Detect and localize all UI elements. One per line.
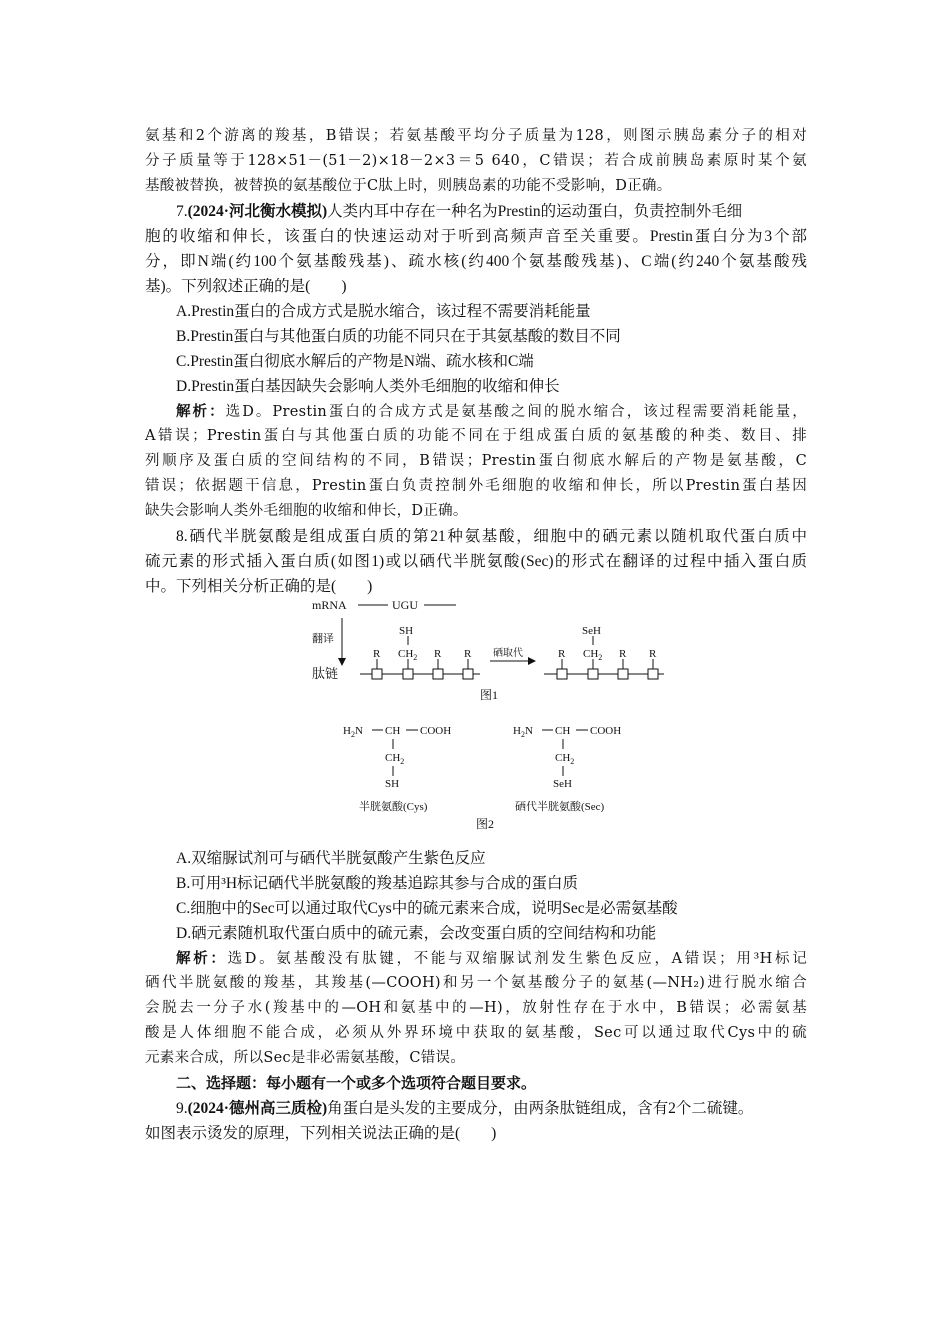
analysis-line: 酸是人体细胞不能合成，必须从外界环境中获取的氨基酸，Sec可以通过取代Cys中的硫	[145, 1025, 807, 1041]
question-text: 角蛋白是头发的主要成分，由两条肽链组成，含有2个二硫键。	[327, 1100, 754, 1117]
figure-2	[335, 718, 655, 840]
cysteine-structure	[343, 725, 451, 813]
text-line: 分，即N端(约100个氨基酸残基)、疏水核(约400个氨基酸残基)、C端(约240个氨基酸残	[145, 253, 807, 270]
amino-acid-box	[433, 669, 443, 679]
text-line: 如图表示烫发的原理，下列相关说法正确的是( )	[145, 1125, 497, 1142]
codon-label: UGU	[392, 598, 418, 612]
cys-name: 半胱氨酸(Cys)	[359, 801, 428, 813]
amino-acid-box	[557, 669, 567, 679]
r-group-label: R	[464, 648, 472, 660]
selenocysteine-structure	[513, 725, 621, 813]
question-source: (2024·河北衡水模拟)	[187, 203, 328, 220]
text-line: 中。下列相关分析正确的是( )	[145, 578, 373, 595]
text-line: 基)。下列叙述正确的是( )	[145, 278, 347, 295]
r-group-label: R	[649, 648, 657, 660]
question-7-stem-line	[145, 199, 807, 224]
r-group-label: R	[373, 648, 381, 660]
analysis-line: 会脱去一分子水(羧基中的—OH和氨基中的—H)，放射性存在于水中，B错误；必需氨基	[145, 1000, 807, 1016]
amino-acid-box	[648, 669, 658, 679]
option-b: B.可用³H标记硒代半胱氨酸的羧基追踪其参与合成的蛋白质	[176, 875, 579, 892]
option-d: D.Prestin蛋白基因缺失会影响人类外毛细胞的收缩和伸长	[176, 378, 560, 395]
sec-name: 硒代半胱氨酸(Sec)	[515, 801, 605, 813]
amino-acid-box	[588, 669, 598, 679]
ch2-label: $CH_2$	[385, 752, 405, 766]
analysis-line: 元素来合成，所以Sec是非必需氨基酸，C错误。	[145, 1050, 466, 1066]
question-number: 9.	[176, 1100, 188, 1117]
ch-label: CH	[385, 725, 401, 737]
amino-acid-box	[403, 669, 413, 679]
text-line: 胞的收缩和伸长，该蛋白的快速运动对于听到高频声音至关重要。Prestin蛋白分为3个部	[145, 228, 807, 245]
peptide-label: 肽链	[312, 666, 339, 681]
analysis-line: 缺失会影响人类外毛细胞的收缩和伸长，D正确。	[145, 503, 468, 519]
peptide-chain-before	[360, 625, 480, 679]
seh-label: SeH	[582, 625, 601, 637]
question-8-analysis	[145, 946, 807, 1071]
option-d: D.硒元素随机取代蛋白质中的硫元素，会改变蛋白质的空间结构和功能	[176, 925, 657, 942]
analysis-line: 错误；依据题干信息，Prestin蛋白负责控制外毛细胞的收缩和伸长，所以Prestin蛋白基因	[145, 478, 807, 494]
analysis-line: 列顺序及蛋白质的空间结构的不同，B错误；Prestin蛋白彻底水解后的产物是氨基酸，C	[145, 453, 807, 469]
replace-label: 硒取代	[493, 648, 523, 659]
text-line: 8.硒代半胱氨酸是组成蛋白质的第21种氨基酸，细胞中的硒元素以随机取代蛋白质中	[176, 528, 807, 545]
amino-acid-box	[372, 669, 382, 679]
question-7	[145, 199, 807, 399]
amino-acid-box	[618, 669, 628, 679]
analysis-label: 解析：	[176, 950, 228, 967]
option-c: C.Prestin蛋白彻底水解后的产物是N端、疏水核和C端	[176, 353, 534, 370]
text-line: 硫元素的形式插入蛋白质(如图1)或以硒代半胱氨酸(Sec)的形式在翻译的过程中插入蛋白质	[145, 553, 807, 570]
option-a: A.Prestin蛋白的合成方式是脱水缩合，该过程不需要消耗能量	[176, 303, 591, 320]
peptide-chain-after	[544, 625, 664, 679]
mrna-label: mRNA	[312, 598, 347, 612]
text-line: 基酸被替换，被替换的氨基酸位于C肽上时，则胰岛素的功能不受影响，D正确。	[145, 178, 672, 194]
analysis-line	[145, 946, 807, 971]
figure-1-caption: 图1	[480, 688, 499, 702]
analysis-label: 解析：	[176, 403, 226, 420]
r-group-label: R	[434, 648, 442, 660]
amino-group-label: $H_2N$	[343, 725, 363, 739]
analysis-line: A错误；Prestin蛋白与其他蛋白质的功能不同在于组成蛋白质的氨基酸的种类、数目、排	[145, 428, 807, 444]
figure-1	[300, 592, 680, 710]
question-9	[145, 1096, 807, 1146]
ch2-label: $CH_2$	[555, 752, 575, 766]
text-line: 分子质量等于128×51－(51－2)×18－2×3＝5 640，C错误；若合成前胰岛素原时某个氨	[145, 153, 807, 169]
option-a: A.双缩脲试剂可与硒代半胱氨酸产生紫色反应	[176, 850, 486, 867]
seh-label: SeH	[553, 778, 572, 790]
carboxyl-label: COOH	[420, 725, 452, 737]
figure-2-caption: 图2	[476, 817, 495, 831]
sh-label: SH	[385, 778, 400, 790]
analysis-text: 选D。氨基酸没有肽键，不能与双缩脲试剂发生紫色反应，A错误；用³H标记	[227, 951, 807, 967]
r-group-label: R	[558, 648, 566, 660]
question-9-stem-line	[145, 1096, 807, 1121]
question-number: 7.	[176, 203, 188, 220]
prev-analysis-continuation	[145, 124, 807, 199]
question-text: 人类内耳中存在一种名为Prestin的运动蛋白，负责控制外毛细	[327, 203, 743, 220]
text-line: 氨基和2个游离的羧基，B错误；若氨基酸平均分子质量为128，则图示胰岛素分子的相对	[145, 128, 807, 144]
arrowhead	[528, 657, 536, 665]
analysis-text: 选D。Prestin蛋白的合成方式是氨基酸之间的脱水缩合，该过程需要消耗能量，	[225, 404, 807, 420]
analysis-line	[145, 399, 807, 424]
translate-label: 翻译	[312, 633, 334, 645]
r-group-label: R	[619, 648, 627, 660]
ch-label: CH	[555, 725, 571, 737]
amino-group-label: $H_2N$	[513, 725, 533, 739]
analysis-line: 硒代半胱氨酸的羧基，其羧基(—COOH)和另一个氨基酸分子的氨基(—NH₂)进行脱水缩合	[145, 975, 807, 991]
question-8-options	[145, 846, 807, 946]
question-7-analysis	[145, 399, 807, 524]
carboxyl-label: COOH	[590, 725, 622, 737]
option-b: B.Prestin蛋白与其他蛋白质的功能不同只在于其氨基酸的数目不同	[176, 328, 621, 345]
option-c: C.细胞中的Sec可以通过取代Cys中的硫元素来合成，说明Sec是必需氨基酸	[176, 900, 678, 917]
section-2	[145, 1071, 807, 1096]
sh-label: SH	[399, 625, 414, 637]
amino-acid-box	[463, 669, 473, 679]
question-8	[145, 524, 807, 599]
ch2-label: $CH_2$	[398, 648, 418, 662]
ch2-label: $CH_2$	[583, 648, 603, 662]
question-source: (2024·德州高三质检)	[187, 1100, 328, 1117]
section-title: 二、选择题：每小题有一个或多个选项符合题目要求。	[176, 1074, 537, 1092]
arrowhead	[338, 658, 346, 666]
